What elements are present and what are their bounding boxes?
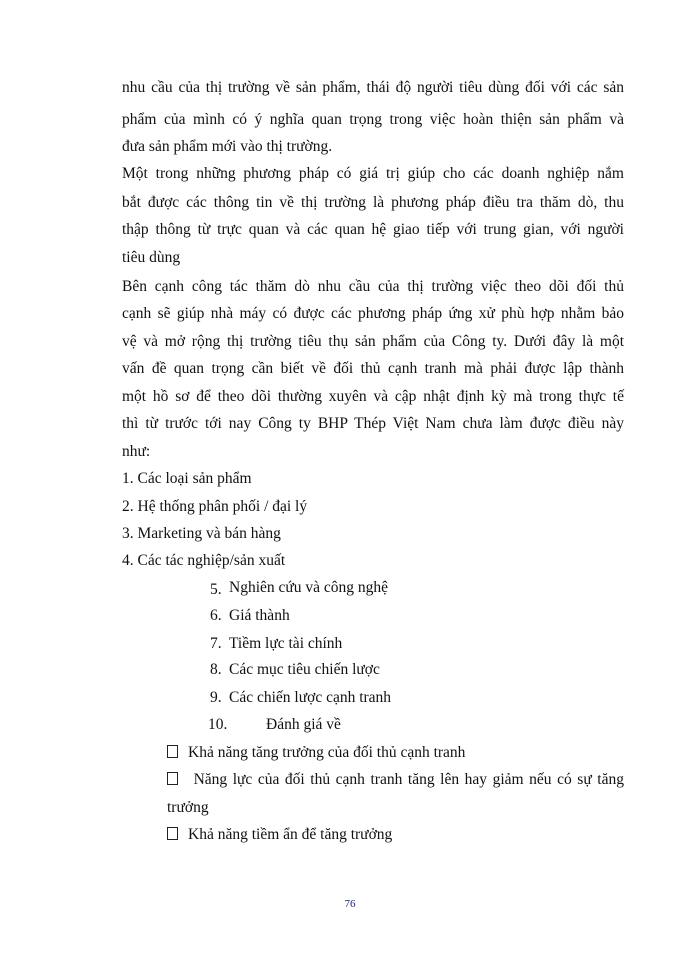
paragraph-1-line-3: đưa sản phẩm mới vào thị trường. — [122, 138, 333, 155]
paragraph-1-line-1: nhu cầu của thị trường về sản phẩm, thái độ người tiêu dùng đối với các sản — [122, 79, 624, 96]
paragraph-2-line-4: tiêu dùng — [122, 249, 181, 266]
bullet-text-2: Năng lực của đối thủ cạnh tranh tăng lên hay giảm nếu có sự tăng — [188, 771, 624, 788]
list-number-8: 8. — [210, 661, 222, 678]
bullet-item-2 — [167, 770, 624, 790]
paragraph-2-line-1: Một trong những phương pháp có giá trị giúp cho các doanh nghiệp nắm — [122, 165, 624, 182]
checkbox-square-icon — [167, 827, 178, 840]
list-item-10: Đánh giá về — [266, 716, 341, 733]
list-number-5: 5. — [210, 581, 222, 598]
list-number-6: 6. — [210, 607, 222, 624]
list-item-5: Nghiên cứu và công nghệ — [229, 579, 389, 596]
list-item-9: Các chiến lược cạnh tranh — [229, 689, 392, 706]
bullet-item-1 — [167, 743, 465, 763]
list-item-3: 3. Marketing và bán hàng — [122, 525, 281, 542]
list-number-9: 9. — [210, 689, 222, 706]
paragraph-2-line-2: bắt được các thông tin về thị trường là phương pháp điều tra thăm dò, thu — [122, 194, 624, 211]
list-item-6: Giá thành — [229, 607, 290, 624]
paragraph-1-line-2: phẩm của mình có ý nghĩa quan trọng trong việc hoàn thiện sản phẩm và — [122, 111, 624, 128]
list-item-7: Tiềm lực tài chính — [229, 635, 343, 652]
paragraph-3-line-6: thì từ trước tới nay Công ty BHP Thép Việt Nam chưa làm được điều này — [122, 415, 624, 432]
page-number: 76 — [344, 898, 356, 910]
paragraph-3-line-3: vệ và mở rộng thị trường tiêu thụ sản phẩm của Công ty. Dưới đây là một — [122, 333, 624, 350]
bullet-text-3: Khả năng tiềm ẩn để tăng trưởng — [188, 826, 393, 843]
list-item-4: 4. Các tác nghiệp/sản xuất — [122, 552, 286, 569]
list-number-10: 10. — [208, 716, 228, 733]
bullet-item-2-continuation: trưởng — [167, 799, 209, 816]
bullet-item-3 — [167, 825, 392, 845]
paragraph-3-line-2: cạnh sẽ giúp nhà máy có được các phương pháp ứng xử phù hợp nhằm bảo — [122, 305, 624, 322]
checkbox-square-icon — [167, 745, 178, 758]
paragraph-3-line-5: một hồ sơ để theo dõi thường xuyên và cập nhật định kỳ mà trong thực tế — [122, 388, 624, 405]
list-item-2: 2. Hệ thống phân phối / đại lý — [122, 498, 308, 515]
list-item-1: 1. Các loại sản phẩm — [122, 470, 252, 487]
bullet-text-1: Khả năng tăng trưởng của đối thủ cạnh tranh — [188, 744, 466, 761]
paragraph-2-line-3: thập thông từ trực quan và các quan hệ giao tiếp với trung gian, với người — [122, 221, 624, 238]
list-item-8: Các mục tiêu chiến lược — [229, 661, 380, 678]
paragraph-3-line-1: Bên cạnh công tác thăm dò nhu cầu của thị trường việc theo dõi đối thủ — [122, 278, 624, 295]
paragraph-3-line-7: như: — [122, 443, 151, 460]
paragraph-3-line-4: vấn đề quan trọng cần biết về đối thủ cạnh tranh mà phải được lập thành — [122, 360, 624, 377]
checkbox-square-icon — [167, 772, 178, 785]
list-number-7: 7. — [210, 635, 222, 652]
